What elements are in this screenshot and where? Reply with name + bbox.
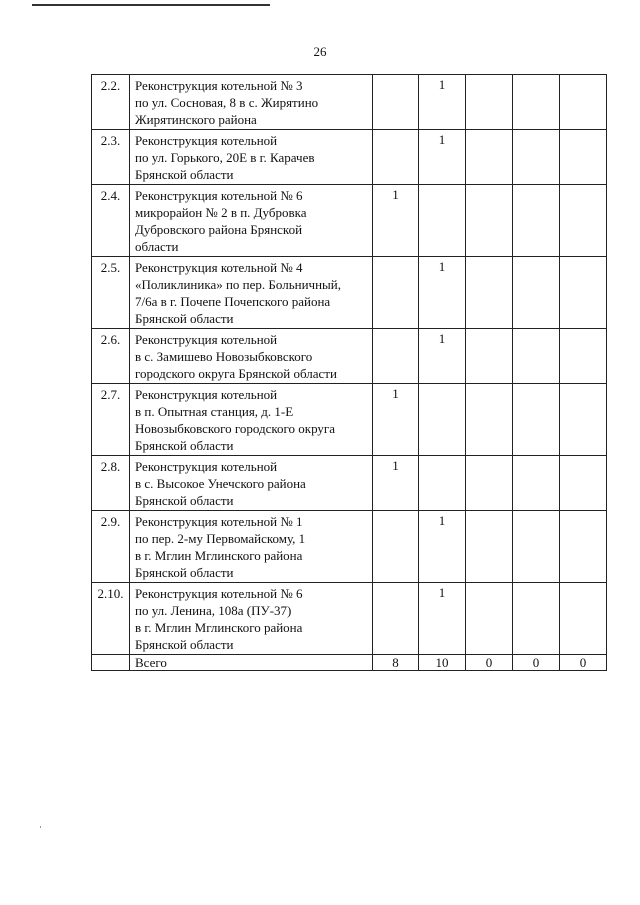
total-value-cell: 0	[466, 655, 513, 671]
row-number: 2.7.	[92, 384, 130, 456]
value-cell: 1	[373, 384, 419, 456]
value-cell: 1	[419, 75, 466, 130]
value-cell	[466, 511, 513, 583]
table-row	[92, 130, 607, 185]
value-cell	[466, 75, 513, 130]
value-cell: 1	[373, 456, 419, 511]
value-cell	[560, 583, 607, 655]
description-line: в с. Высокое Унечского района	[135, 476, 306, 491]
description-line: Жирятинского района	[135, 112, 257, 127]
value-cell: 1	[419, 257, 466, 329]
value-cell	[419, 384, 466, 456]
total-number-cell	[92, 655, 130, 671]
table-row	[92, 456, 607, 511]
value-cell: 1	[419, 130, 466, 185]
value-cell	[513, 75, 560, 130]
description-line: Реконструкция котельной	[135, 332, 278, 347]
description-line: Реконструкция котельной	[135, 387, 278, 402]
description-line: области	[135, 239, 179, 254]
value-cell	[466, 456, 513, 511]
value-cell	[419, 456, 466, 511]
value-cell	[466, 185, 513, 257]
description-line: Брянской области	[135, 493, 234, 508]
row-description	[130, 511, 373, 583]
value-cell	[513, 511, 560, 583]
value-cell: 1	[419, 329, 466, 384]
description-line: по ул. Сосновая, 8 в с. Жирятино	[135, 95, 319, 110]
description-line: Брянской области	[135, 637, 234, 652]
value-cell	[373, 511, 419, 583]
description-line: Реконструкция котельной № 6	[135, 188, 303, 203]
row-number: 2.2.	[92, 75, 130, 130]
value-cell	[513, 130, 560, 185]
description-line: Новозыбковского городского округа	[135, 421, 336, 436]
total-value-cell: 0	[513, 655, 560, 671]
description-line: в г. Мглин Мглинского района	[135, 548, 303, 563]
value-cell	[513, 257, 560, 329]
description-line: Брянской области	[135, 438, 234, 453]
description-line: Реконструкция котельной № 6	[135, 586, 303, 601]
value-cell	[466, 257, 513, 329]
table-row	[92, 185, 607, 257]
value-cell	[560, 130, 607, 185]
table-row	[92, 257, 607, 329]
total-row	[92, 655, 607, 671]
row-description	[130, 384, 373, 456]
description-line: Брянской области	[135, 311, 234, 326]
description-line: Реконструкция котельной № 3	[135, 78, 303, 93]
total-value-cell: 10	[419, 655, 466, 671]
value-cell	[513, 329, 560, 384]
table-row	[92, 75, 607, 130]
row-description	[130, 329, 373, 384]
description-line: по ул. Ленина, 108а (ПУ-37)	[135, 603, 292, 618]
row-number: 2.4.	[92, 185, 130, 257]
works-table	[91, 74, 607, 671]
value-cell	[466, 583, 513, 655]
value-cell	[373, 257, 419, 329]
value-cell	[560, 456, 607, 511]
value-cell	[466, 384, 513, 456]
value-cell: 1	[419, 511, 466, 583]
value-cell	[373, 329, 419, 384]
description-line: Реконструкция котельной	[135, 459, 278, 474]
total-value-cell: 0	[560, 655, 607, 671]
description-line: Брянской области	[135, 167, 234, 182]
value-cell: 1	[419, 583, 466, 655]
total-label: Всего	[130, 655, 373, 671]
row-number: 2.10.	[92, 583, 130, 655]
description-line: Брянской области	[135, 565, 234, 580]
description-line: Реконструкция котельной № 1	[135, 514, 303, 529]
description-line: микрорайон № 2 в п. Дубровка	[135, 205, 307, 220]
row-number: 2.3.	[92, 130, 130, 185]
value-cell	[513, 456, 560, 511]
value-cell	[513, 384, 560, 456]
table-row	[92, 329, 607, 384]
value-cell	[513, 583, 560, 655]
value-cell	[466, 130, 513, 185]
value-cell	[560, 511, 607, 583]
row-number: 2.9.	[92, 511, 130, 583]
value-cell: 1	[373, 185, 419, 257]
value-cell	[560, 185, 607, 257]
value-cell	[560, 384, 607, 456]
row-number: 2.5.	[92, 257, 130, 329]
description-line: в п. Опытная станция, д. 1-Е	[135, 404, 294, 419]
description-line: Реконструкция котельной № 4	[135, 260, 303, 275]
value-cell	[560, 75, 607, 130]
value-cell	[466, 329, 513, 384]
description-line: городского округа Брянской области	[135, 366, 337, 381]
table-row	[92, 384, 607, 456]
page-number: 26	[313, 44, 327, 59]
scan-speck	[40, 826, 41, 828]
top-rule	[32, 4, 270, 6]
value-cell	[373, 583, 419, 655]
total-value-cell: 8	[373, 655, 419, 671]
description-line: по ул. Горького, 20Е в г. Карачев	[135, 150, 315, 165]
value-cell	[373, 130, 419, 185]
description-line: «Поликлиника» по пер. Больничный,	[135, 277, 341, 292]
row-description	[130, 185, 373, 257]
value-cell	[560, 329, 607, 384]
row-description	[130, 75, 373, 130]
table-row	[92, 511, 607, 583]
value-cell	[560, 257, 607, 329]
row-description	[130, 456, 373, 511]
row-description	[130, 257, 373, 329]
value-cell	[513, 185, 560, 257]
description-line: Реконструкция котельной	[135, 133, 278, 148]
value-cell	[373, 75, 419, 130]
row-description	[130, 130, 373, 185]
description-line: Дубровского района Брянской	[135, 222, 303, 237]
description-line: по пер. 2-му Первомайскому, 1	[135, 531, 306, 546]
row-number: 2.8.	[92, 456, 130, 511]
description-line: 7/6а в г. Почепе Почепского района	[135, 294, 331, 309]
value-cell	[419, 185, 466, 257]
description-line: в г. Мглин Мглинского района	[135, 620, 303, 635]
row-number: 2.6.	[92, 329, 130, 384]
table-row	[92, 583, 607, 655]
description-line: в с. Замишево Новозыбковского	[135, 349, 313, 364]
row-description	[130, 583, 373, 655]
